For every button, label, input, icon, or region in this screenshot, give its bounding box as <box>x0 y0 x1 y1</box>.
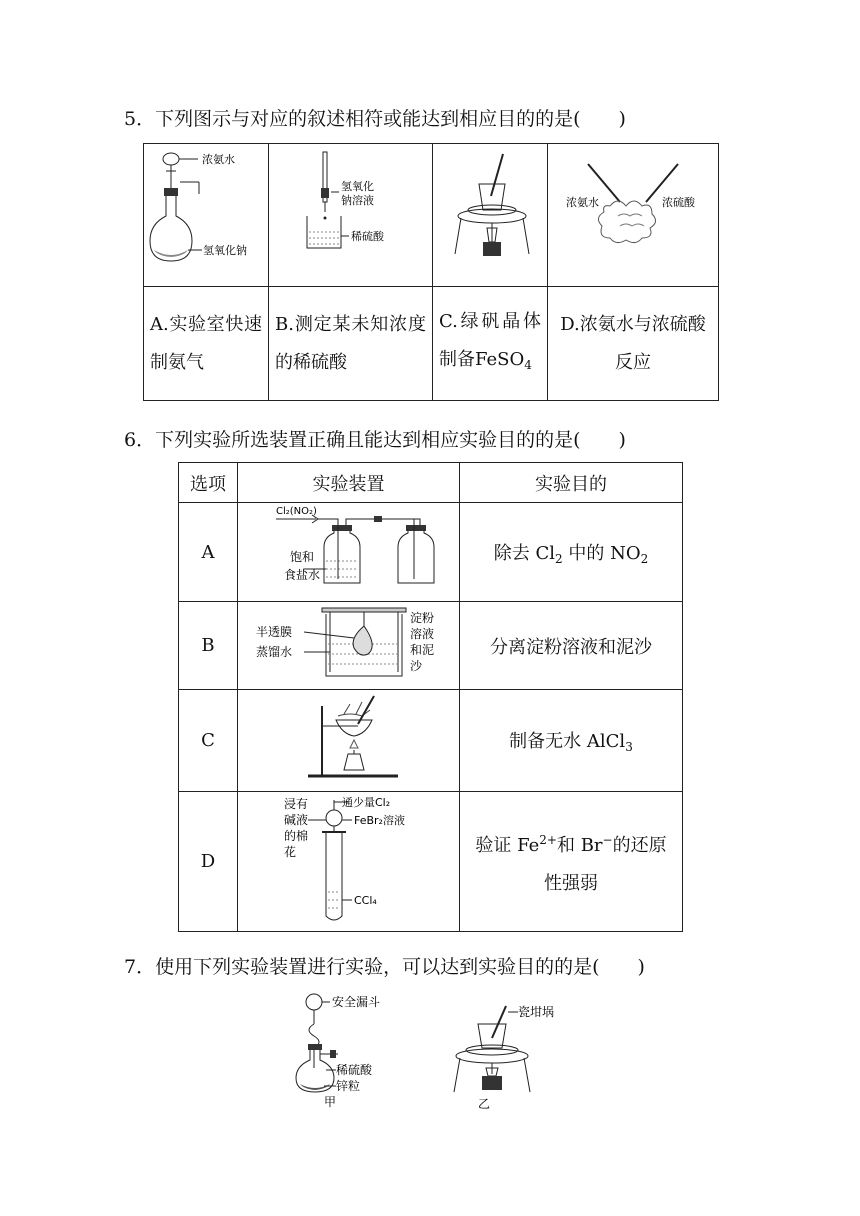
fig-6d-left-1: 浸有 <box>284 797 309 811</box>
row-d-purpose-4: 性强弱 <box>544 872 598 894</box>
row-a-option: A <box>179 503 238 602</box>
question-6-table <box>178 462 683 932</box>
row-d-option: D <box>179 792 238 932</box>
row-a-purpose-1: 除去 Cl <box>493 542 556 564</box>
evaporation-stand-figure <box>238 690 459 786</box>
question-6-stem <box>124 425 626 452</box>
figure-c <box>433 144 548 287</box>
row-d-purpose-3: 的还原 <box>612 834 667 856</box>
header-option: 选项 <box>179 463 238 503</box>
fig-7-jia-label-1: 安全漏斗 <box>332 995 381 1009</box>
apparatus-jia-figure <box>290 990 410 1110</box>
question-5-table <box>143 143 719 401</box>
fig-6b-label-1: 半透膜 <box>256 625 293 639</box>
question-5-number: 5． <box>124 108 156 130</box>
fig-7-yi-caption: 乙 <box>478 1097 491 1111</box>
row-a-purpose-sub-2: 2 <box>640 551 649 566</box>
gas-wash-bottles-figure <box>238 503 459 596</box>
fig-6b-label-2: 蒸馏水 <box>256 645 293 659</box>
row-b-option: B <box>179 602 238 690</box>
row-b-purpose: 分离淀粉溶液和泥沙 <box>460 602 683 690</box>
ammonia-flask-figure <box>144 144 268 272</box>
option-d-text: D.浓氨水与浓硫酸反应 <box>548 287 719 401</box>
row-d-purpose <box>460 792 683 932</box>
row-d-purpose-sup-2: − <box>602 832 613 847</box>
option-c-main: C.绿矾晶体制备FeSO <box>439 311 541 370</box>
titration-figure <box>269 144 432 272</box>
figure-a <box>144 144 269 287</box>
row-a-purpose-2: 中的 NO <box>562 542 641 564</box>
question-6-text: 下列实验所选装置正确且能达到相应实验目的的是( <box>155 429 581 451</box>
fig-6b-right-1: 淀粉 <box>410 611 435 625</box>
option-row <box>144 287 719 401</box>
fig-6a-label-1: 饱和 <box>290 550 315 564</box>
figure-row <box>144 144 719 287</box>
option-c-sub: 4 <box>524 358 532 372</box>
fig-6b-right-2: 溶液 <box>410 627 435 641</box>
dialysis-figure <box>238 602 459 684</box>
header-purpose: 实验目的 <box>460 463 683 503</box>
question-5-stem <box>124 104 626 131</box>
header-apparatus: 实验装置 <box>238 463 460 503</box>
fig-6b-right-4: 沙 <box>410 659 423 673</box>
row-d-figure <box>238 792 460 932</box>
row-b-figure <box>238 602 460 690</box>
row-b <box>179 602 683 690</box>
apparatus-yi-figure <box>444 998 564 1116</box>
header-row <box>179 463 683 503</box>
test-tube-figure <box>238 792 459 926</box>
row-c-purpose <box>460 690 683 792</box>
fig-6a-gas: Cl₂(NO₂) <box>276 506 317 517</box>
fig-7-jia-caption: 甲 <box>324 1095 337 1109</box>
figure-d <box>548 144 719 287</box>
question-7-number: 7． <box>124 956 156 978</box>
fig-6d-right-3: CCl₄ <box>354 894 377 907</box>
question-7-stem <box>124 952 645 979</box>
row-d-purpose-2: 和 Br <box>556 834 603 856</box>
question-6-number: 6． <box>124 429 156 451</box>
fig-b-label-2: 钠溶液 <box>341 194 374 207</box>
row-c-purpose-sub: 3 <box>625 740 633 754</box>
fig-6d-left-3: 的棉 <box>284 829 309 843</box>
fig-6a-label-2: 食盐水 <box>284 568 321 582</box>
fig-6d-right-2: FeBr₂溶液 <box>354 814 405 827</box>
question-5-text: 下列图示与对应的叙述相符或能达到相应目的的是( <box>155 108 581 130</box>
fig-6b-right-3: 和泥 <box>410 643 435 657</box>
fig-b-label-1: 氢氧化 <box>341 180 374 193</box>
row-c-option: C <box>179 690 238 792</box>
question-5-close: ) <box>618 108 626 130</box>
question-7-text: 使用下列实验装置进行实验，可以达到实验目的的是( <box>155 956 600 978</box>
smoke-reaction-figure <box>548 144 718 272</box>
fig-b-label-3: 稀硫酸 <box>351 230 384 243</box>
row-a-purpose <box>460 503 683 602</box>
option-a-text: A.实验室快速制氨气 <box>144 287 269 401</box>
evaporating-dish-figure <box>433 144 547 272</box>
row-a-figure <box>238 503 460 602</box>
fig-a-label-1: 浓氨水 <box>202 153 235 166</box>
row-d-purpose-1: 验证 Fe <box>475 834 540 856</box>
row-c-purpose-1: 制备无水 AlCl <box>509 731 626 752</box>
row-c <box>179 690 683 792</box>
fig-6d-left-4: 花 <box>284 845 297 859</box>
row-a-purpose-sub-1: 2 <box>555 551 563 566</box>
row-d-purpose-sup-1: 2+ <box>539 832 557 847</box>
fig-7-jia-label-2: 稀硫酸 <box>336 1063 373 1077</box>
fig-d-label-2: 浓硫酸 <box>662 196 695 209</box>
fig-6d-right-1: 通少量Cl₂ <box>342 796 391 809</box>
option-b-text: B.测定某未知浓度的稀硫酸 <box>269 287 433 401</box>
question-7-close: ) <box>637 956 645 978</box>
fig-6d-left-2: 碱液 <box>284 813 309 827</box>
figure-b <box>269 144 433 287</box>
question-6-close: ) <box>618 429 626 451</box>
option-c-text <box>433 287 548 401</box>
row-a <box>179 503 683 602</box>
fig-d-label-1: 浓氨水 <box>566 196 599 209</box>
fig-a-label-2: 氢氧化钠 <box>203 244 247 257</box>
fig-7-jia-label-3: 锌粒 <box>336 1079 361 1093</box>
row-d <box>179 792 683 932</box>
row-c-figure <box>238 690 460 792</box>
fig-7-yi-label-1: 瓷坩埚 <box>518 1005 555 1019</box>
